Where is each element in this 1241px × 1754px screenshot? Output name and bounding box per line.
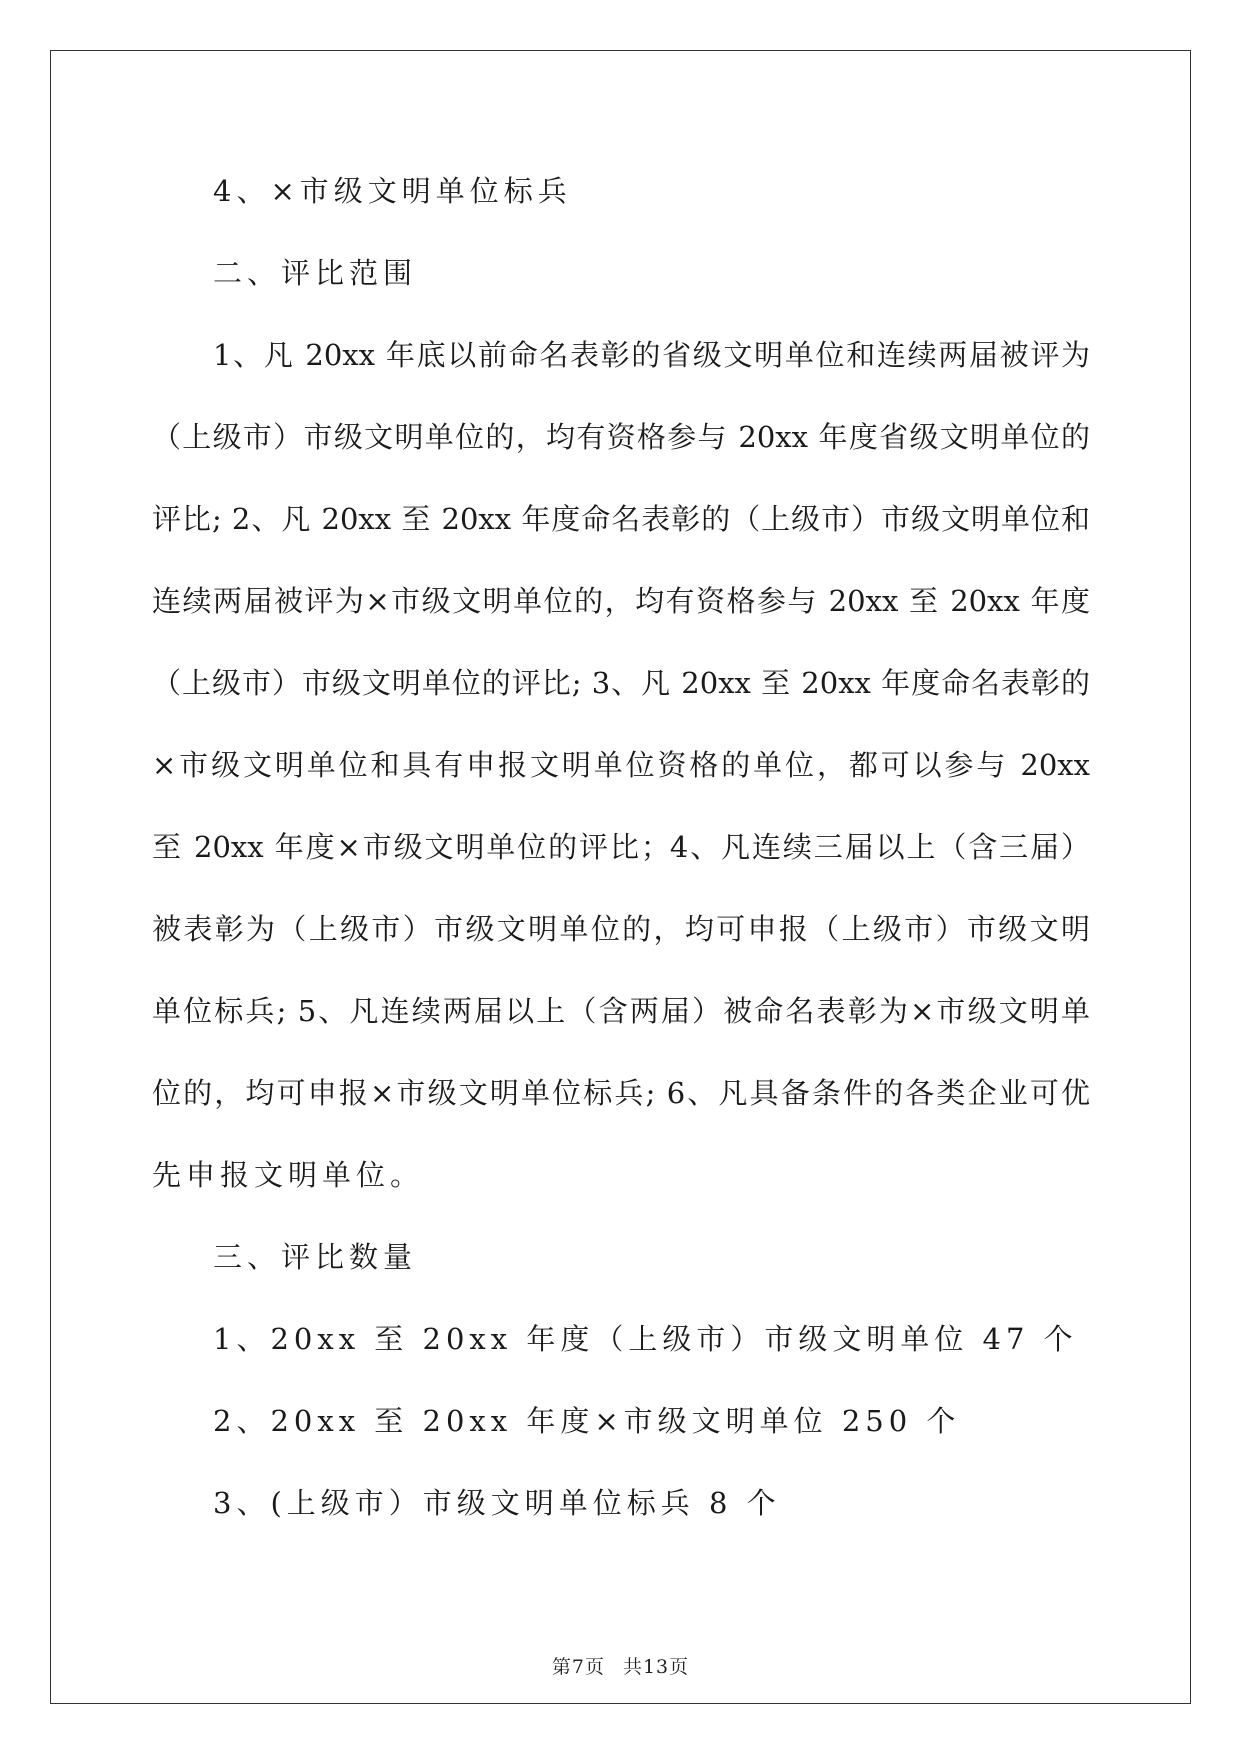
paragraph-line: （上级市）市级文明单位的，均有资格参与 20xx 年度省级文明单位的 <box>152 420 1090 454</box>
paragraph-line: 至 20xx 年度×市级文明单位的评比；4、凡连续三届以上（含三届） <box>152 830 1090 864</box>
list-item-4: 4、×市级文明单位标兵 <box>213 174 572 208</box>
list-item-quantity-2: 2、20xx 至 20xx 年度×市级文明单位 250 个 <box>213 1404 961 1438</box>
document-body <box>152 158 1090 1552</box>
paragraph-line: 1、凡 20xx 年底以前命名表彰的省级文明单位和连续两届被评为 <box>213 338 1090 372</box>
paragraph-line: 位的，均可申报×市级文明单位标兵; 6、凡具备条件的各类企业可优 <box>152 1076 1090 1110</box>
section-heading-scope: 二、评比范围 <box>213 256 418 290</box>
list-item-quantity-1: 1、20xx 至 20xx 年度（上级市）市级文明单位 47 个 <box>213 1322 1078 1356</box>
page-number: 第7页 <box>551 1656 605 1678</box>
paragraph-line: （上级市）市级文明单位的评比; 3、凡 20xx 至 20xx 年度命名表彰的 <box>152 666 1090 700</box>
page-total: 共13页 <box>622 1656 690 1678</box>
list-item-quantity-3: 3、(上级市）市级文明单位标兵 8 个 <box>213 1486 781 1520</box>
section-heading-quantity: 三、评比数量 <box>213 1240 418 1274</box>
paragraph-line: 先申报文明单位。 <box>152 1158 425 1192</box>
paragraph-line: 单位标兵; 5、凡连续两届以上（含两届）被命名表彰为×市级文明单 <box>152 994 1090 1028</box>
paragraph-line: ×市级文明单位和具有申报文明单位资格的单位，都可以参与 20xx <box>152 748 1090 782</box>
page-footer <box>0 1652 1241 1679</box>
paragraph-line: 连续两届被评为×市级文明单位的，均有资格参与 20xx 至 20xx 年度 <box>152 584 1090 618</box>
paragraph-line: 被表彰为（上级市）市级文明单位的，均可申报（上级市）市级文明 <box>152 912 1090 946</box>
paragraph-line: 评比; 2、凡 20xx 至 20xx 年度命名表彰的（上级市）市级文明单位和 <box>152 502 1090 536</box>
